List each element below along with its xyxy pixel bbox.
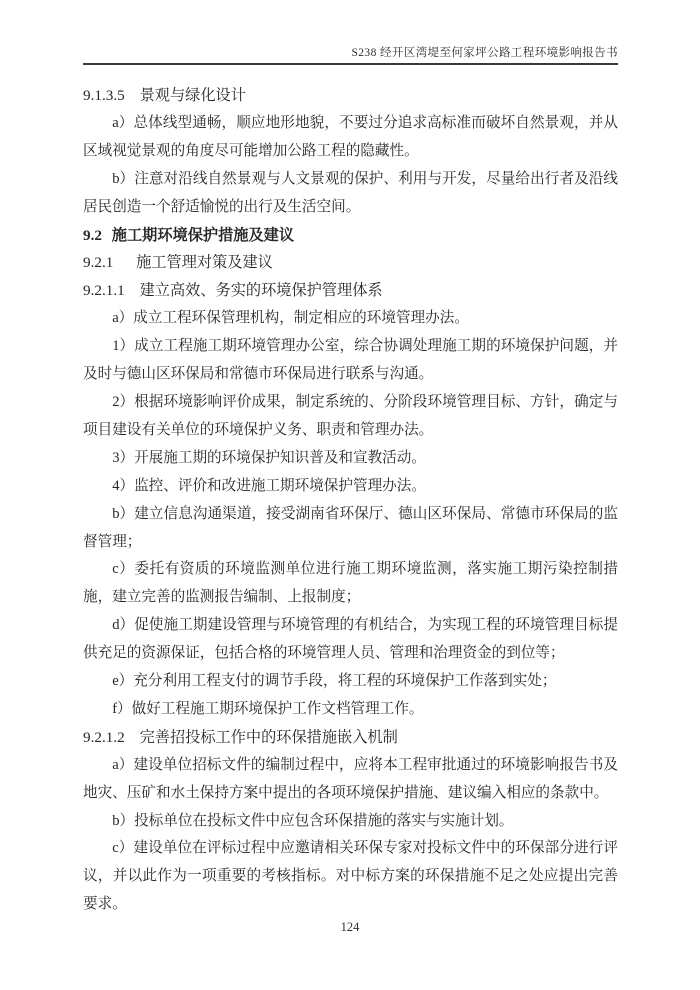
paragraph-mgmt-e: e）充分利用工程支付的调节手段，将工程的环境保护工作落到实处； <box>112 673 557 690</box>
paragraph-mgmt-2: 2）根据环境影响评价成果，制定系统的、分阶段环境管理目标、方针，确定与项目建设有关单位的环境保护义务、职责和管理办法。 <box>83 393 618 438</box>
page-header <box>83 44 618 60</box>
section-heading-9-2-1-2 <box>83 724 618 752</box>
paragraph-landscape-b: b）注意对沿线自然景观与人文景观的保护、利用与开发，尽量给出行者及沿线居民创造一个舒适愉悦的出行及生活空间。 <box>83 170 618 215</box>
section-number: 9.2.1.1 <box>83 282 125 300</box>
section-title: 景观与绿化设计 <box>139 87 246 104</box>
paragraph-mgmt-b: b）建立信息沟通渠道，接受湖南省环保厅、德山区环保局、常德市环保局的监督管理； <box>83 505 618 550</box>
paragraph-mgmt-3: 3）开展施工期的环境保护知识普及和宣教活动。 <box>112 449 426 466</box>
paragraph-bid-c: c）建设单位在评标过程中应邀请相关环保专家对投标文件中的环保部分进行评议，并以此作为一项重要的考核指标。对中标方案的环保措施不足之处应提出完善要求。 <box>83 840 618 913</box>
header-rule <box>83 63 618 65</box>
section-number: 9.1.3.5 <box>83 87 125 104</box>
running-header-title: S238 经开区湾堤至何家坪公路工程环境影响报告书 <box>351 47 618 59</box>
section-title: 完善招投标工作中的环保措施嵌入机制 <box>139 728 398 746</box>
paragraph-mgmt-f: f）做好工程施工期环境保护工作文档管理工作。 <box>112 700 424 717</box>
paragraph-landscape-a: a）总体线型通畅，顺应地形地貌，不要过分追求高标准而破坏自然景观，并从区域视觉景观的角度尽可能增加公路工程的隐藏性。 <box>83 114 618 159</box>
section-number: 9.2.1.2 <box>83 728 125 746</box>
section-title: 施工管理对策及建议 <box>136 254 273 272</box>
document-body <box>83 82 618 919</box>
section-title: 施工期环境保护措施及建议 <box>111 226 295 244</box>
section-heading-9-1-3-5 <box>83 82 618 110</box>
section-title: 建立高效、务实的环境保护管理体系 <box>139 282 383 300</box>
section-heading-9-2-1-1 <box>83 277 618 305</box>
section-number: 9.2 <box>83 226 102 244</box>
section-heading-9-2 <box>83 222 618 250</box>
page-footer <box>0 920 700 935</box>
page-number: 124 <box>340 920 360 934</box>
section-heading-9-2-1 <box>83 249 618 277</box>
paragraph-bid-b: b）投标单位在投标文件中应包含环保措施的落实与实施计划。 <box>112 812 514 829</box>
paragraph-mgmt-4: 4）监控、评价和改进施工期环境保护管理办法。 <box>112 477 426 494</box>
paragraph-mgmt-a: a）成立工程环保管理机构，制定相应的环境管理办法。 <box>112 310 469 327</box>
paragraph-mgmt-1: 1）成立工程施工期环境管理办公室，综合协调处理施工期的环境保护问题，并及时与德山区环保局和常德市环保局进行联系与沟通。 <box>83 338 618 383</box>
paragraph-mgmt-c: c）委托有资质的环境监测单位进行施工期环境监测，落实施工期污染控制措施，建立完善的监测报告编制、上报制度； <box>83 561 618 606</box>
paragraph-bid-a: a）建设单位招标文件的编制过程中，应将本工程审批通过的环境影响报告书及地灾、压矿和水土保持方案中提出的各项环境保护措施、建议编入相应的条款中。 <box>83 756 618 801</box>
section-number: 9.2.1 <box>83 254 114 272</box>
paragraph-mgmt-d: d）促使施工期建设管理与环境管理的有机结合，为实现工程的环境管理目标提供充足的资源保证，包括合格的环境管理人员、管理和治理资金的到位等； <box>83 617 618 662</box>
